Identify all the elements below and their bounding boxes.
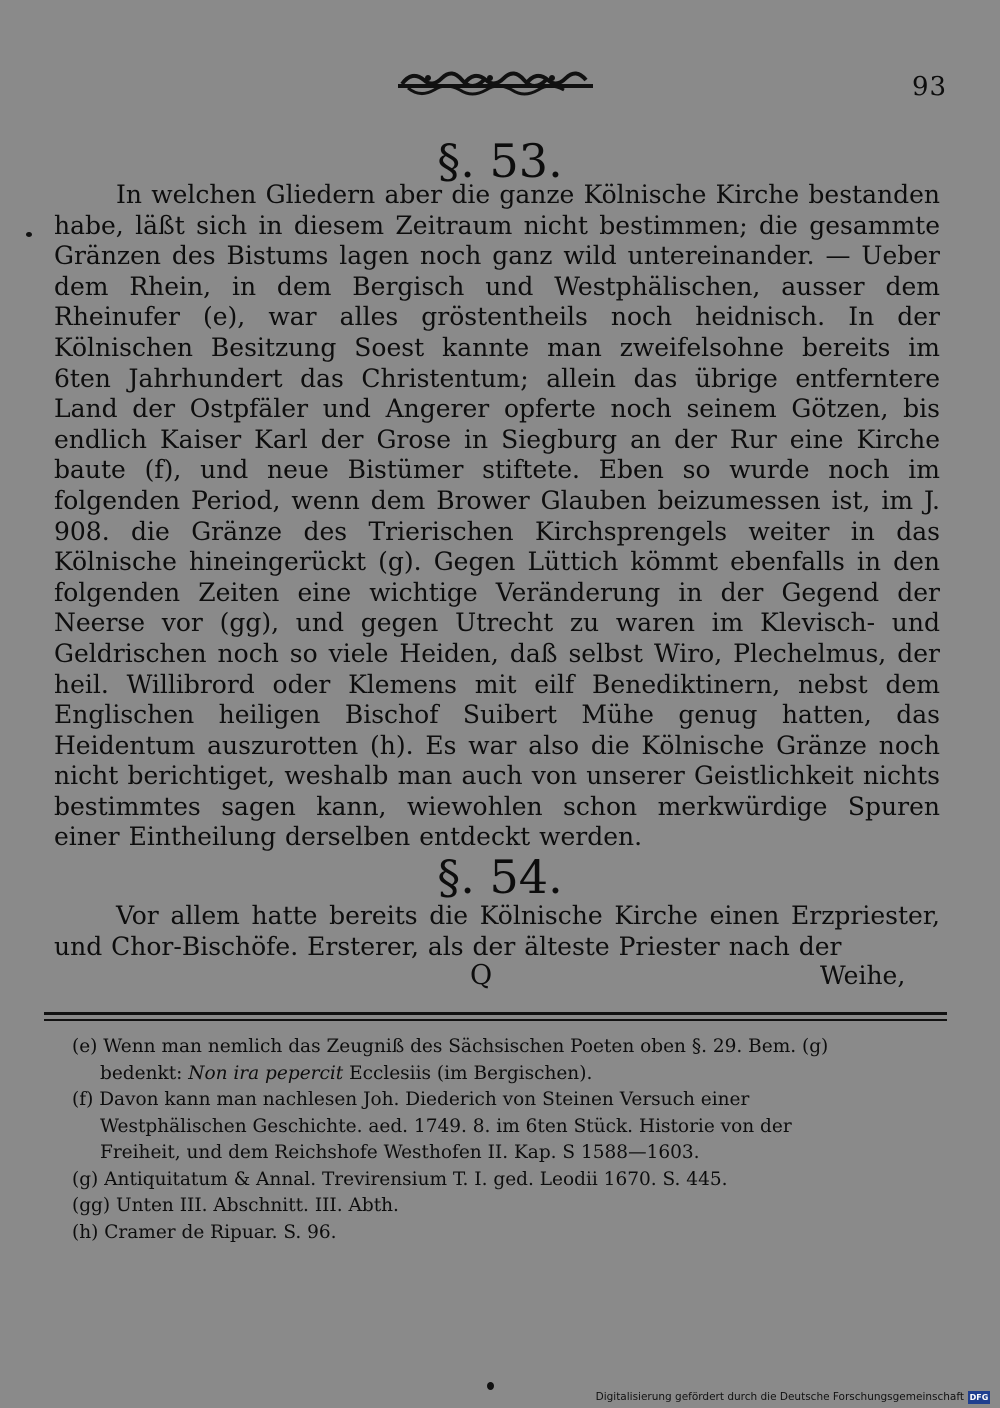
footnote-mark: (gg) <box>72 1195 111 1216</box>
catchword: Weihe, <box>820 961 906 990</box>
footnote-gg <box>72 1193 942 1220</box>
footnote-h <box>72 1220 942 1247</box>
dfg-logo: DFG <box>969 1393 989 1402</box>
section-heading-54: §. 54. <box>437 850 563 904</box>
page-number: 93 <box>912 72 948 102</box>
decorative-ornament <box>398 70 593 98</box>
footnote-text: Unten III. Abschnitt. III. Abth. <box>116 1195 399 1216</box>
bottom-mark <box>487 1382 494 1390</box>
footnote-f <box>72 1087 942 1167</box>
footnote-latin-quote: Non ira pepercit <box>188 1062 344 1084</box>
footnote-rule-thin <box>44 1019 947 1021</box>
footnote-mark: (f) <box>72 1089 94 1110</box>
section-54-paragraph: Vor allem hatte bereits die Kölnische Kirche einen Erzpriester, und Chor-Bischöfe. Ersterer, als der älteste Priester nach der <box>54 901 940 961</box>
footnote-text: Davon kann man nachlesen Joh. Diederich von Steinen Versuch einer <box>99 1089 750 1110</box>
footnote-text: Wenn man nemlich das Zeugniß des Sächsischen Poeten oben §. 29. Bem. (g) <box>103 1036 829 1057</box>
footnote-mark: (e) <box>72 1036 98 1057</box>
footnote-text: Cramer de Ripuar. S. 96. <box>104 1221 337 1243</box>
section-53-paragraph: In welchen Gliedern aber die ganze Kölnische Kirche bestanden habe, läßt sich in diesem Zeitraum nicht bestimmen; die gesammte Gränzen des Bistums lagen noch ganz wild untereinander. — Ueber dem Rhein, in dem Bergisch und Westphälischen, ausser dem Rheinufer (e), war alles gröstentheils noch heidnisch. In der Kölnischen Besitzung Soest kannte man zweifelsohne bereits im 6ten Jahrhundert das Christentum; allein das übrige entferntere Land der Ostpfäler und Angerer opferte noch seinem Götzen, bis endlich Kaiser Karl der Grose in Siegburg an der Rur eine Kirche baute (f), und neue Bistümer stiftete. Eben so wurde noch im folgenden Period, wenn dem Brower Glauben beizumessen ist, im J. 908. die Gränze des Trierischen Kirchsprengels weiter in das Kölnische hineingerückt (g). Gegen Lüttich kömmt ebenfalls in den folgenden Zeiten eine wichtige Veränderung in der Gegend der Neerse vor (gg), und gegen Utrecht zu waren im Klevisch- und Geldrischen noch so viele Heiden, daß selbst Wiro, Plechelmus, der heil. Willibrord oder Klemens mit eilf Benediktinern, nebst dem Englischen heiligen Bischof Suibert Mühe genug hatten, das Heidentum auszurotten (h). Es war also die Kölnische Gränze noch nicht berichtiget, weshalb man auch von unserer Geistlichkeit nichts bestimmtes sagen kann, wiewohlen schon merkwürdige Spuren einer Eintheilung derselben entdeckt werden. <box>54 180 940 852</box>
footnote-mark: (h) <box>72 1221 99 1243</box>
margin-mark <box>26 232 32 237</box>
footnote-g <box>72 1167 942 1194</box>
footnote-e <box>72 1034 942 1087</box>
footnote-continuation: Freiheit, und dem Reichshofe Westhofen II. Kap. S 1588—1603. <box>100 1142 700 1163</box>
footnote-rule <box>44 1012 947 1015</box>
footnote-continuation: Westphälischen Geschichte. aed. 1749. 8. im 6ten Stück. Historie von der <box>100 1115 792 1137</box>
signature-mark: Q <box>470 960 493 991</box>
footnote-text: bedenkt: <box>100 1062 183 1084</box>
footnote-text: Ecclesiis (im Bergischen). <box>349 1062 593 1084</box>
footnotes <box>72 1034 942 1246</box>
digitization-credit: Digitalisierung gefördert durch die Deutsche Forschungsgemeinschaft <box>595 1391 964 1403</box>
footnote-text: Antiquitatum & Annal. Trevirensium T. I. ged. Leodii 1670. S. 445. <box>104 1168 728 1190</box>
footnote-continuation <box>72 1061 942 1088</box>
footnote-mark: (g) <box>72 1168 99 1190</box>
section-heading-53: §. 53. <box>437 134 563 188</box>
